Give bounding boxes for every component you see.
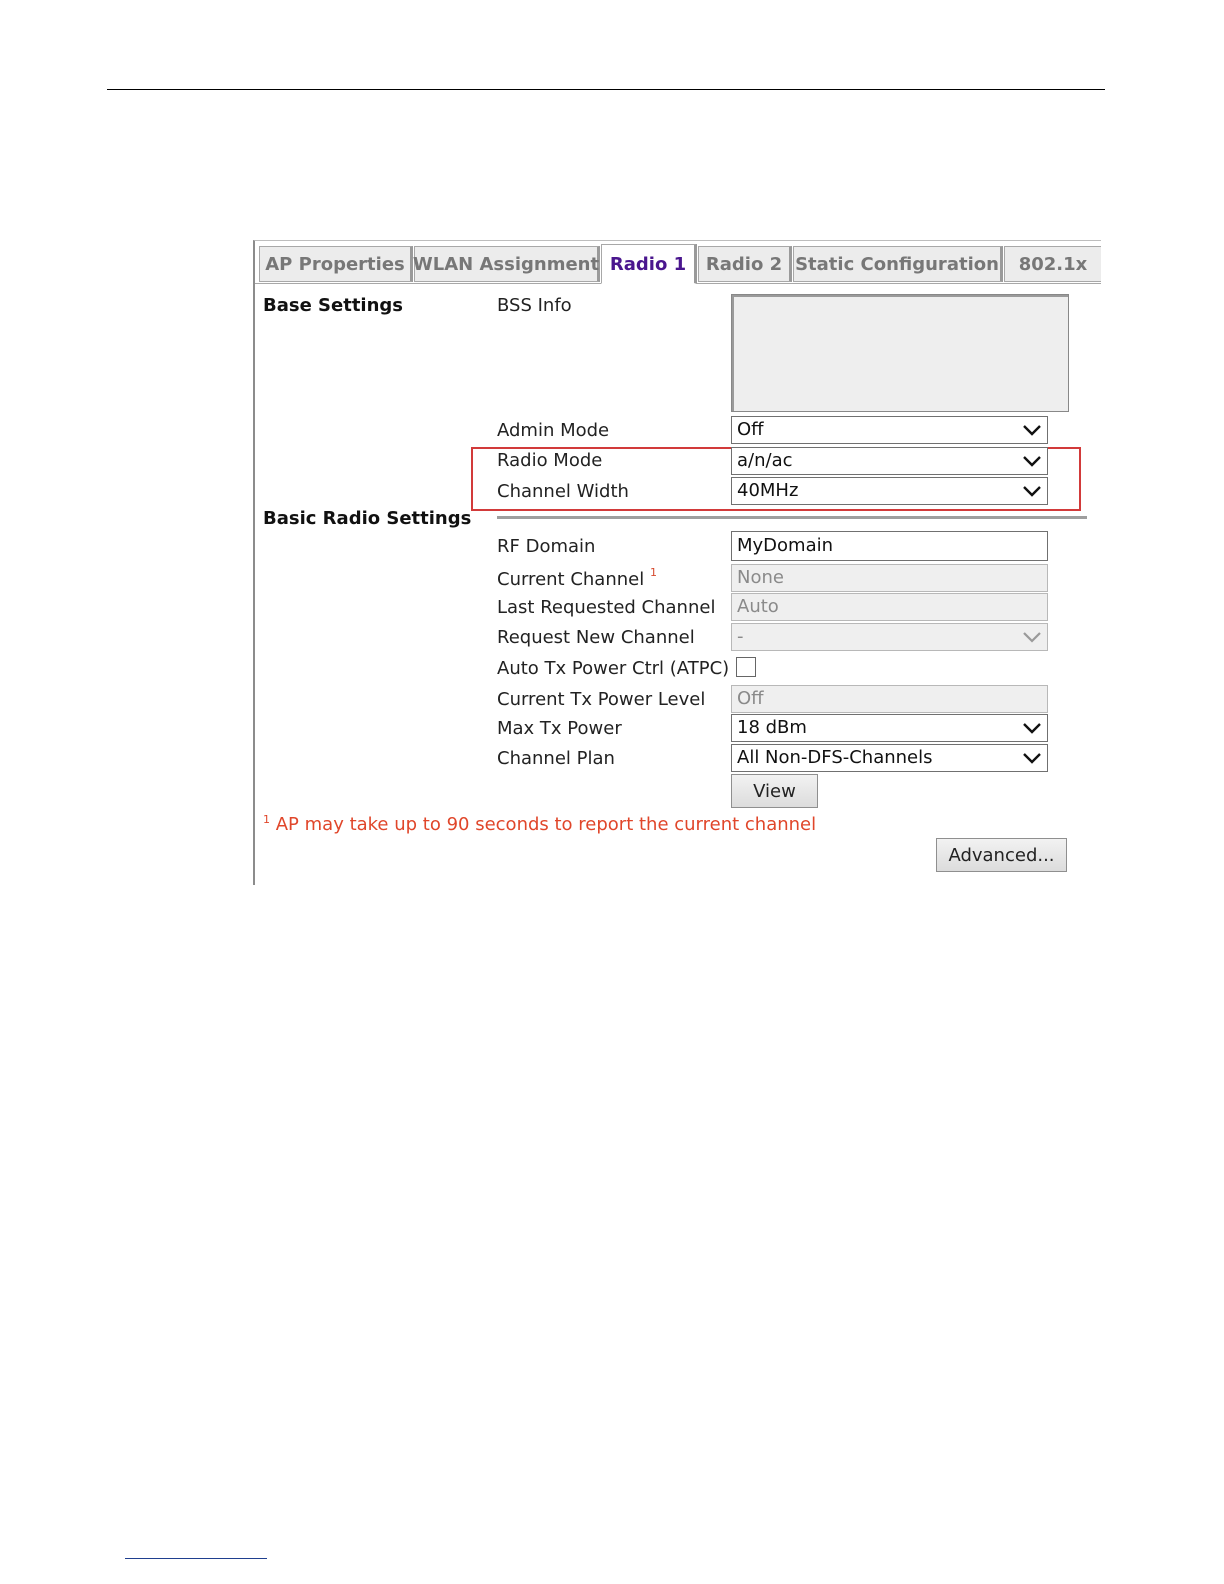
atpc-label: Auto Tx Power Ctrl (ATPC) (497, 658, 730, 679)
tab-radio-1[interactable]: Radio 1 (601, 244, 697, 284)
channel-plan-value: All Non-DFS-Channels (737, 747, 933, 768)
max-tx-power-select[interactable] (731, 714, 1048, 742)
max-tx-power-label: Max Tx Power (497, 718, 622, 739)
chevron-down-icon (1021, 748, 1043, 768)
radio-mode-value: a/n/ac (737, 450, 793, 471)
channel-width-select[interactable] (731, 477, 1048, 505)
advanced-button[interactable]: Advanced... (936, 838, 1067, 872)
current-channel-footnote-marker: 1 (649, 566, 657, 579)
tab-bar (255, 241, 1101, 284)
current-tx-power-label: Current Tx Power Level (497, 689, 706, 710)
radio-mode-label: Radio Mode (497, 450, 603, 471)
current-channel-label (497, 568, 657, 590)
page-header-rule (107, 89, 1105, 90)
rf-domain-label: RF Domain (497, 536, 596, 557)
page-footer-rule (125, 1558, 267, 1559)
current-channel-label-text: Current Channel (497, 569, 645, 590)
current-channel-field (731, 564, 1048, 592)
chevron-down-icon (1021, 627, 1043, 647)
chevron-down-icon (1021, 451, 1043, 471)
chevron-down-icon (1021, 718, 1043, 738)
section-title-basic-radio-settings: Basic Radio Settings (263, 508, 472, 529)
bss-info-box[interactable] (731, 294, 1069, 412)
request-new-channel-select[interactable] (731, 623, 1048, 651)
last-requested-channel-label: Last Requested Channel (497, 597, 716, 618)
max-tx-power-value: 18 dBm (737, 717, 807, 738)
current-tx-power-field (731, 685, 1048, 713)
section-title-base-settings: Base Settings (263, 295, 404, 316)
request-new-channel-label: Request New Channel (497, 627, 695, 648)
footnote (263, 813, 816, 835)
last-requested-channel-field (731, 593, 1048, 621)
chevron-down-icon (1021, 481, 1043, 501)
tab-802-1x[interactable]: 802.1x (1004, 246, 1101, 282)
channel-plan-select[interactable] (731, 744, 1048, 772)
channel-plan-label: Channel Plan (497, 748, 615, 769)
footnote-text: AP may take up to 90 seconds to report the current channel (275, 814, 817, 835)
tab-ap-properties[interactable]: AP Properties (259, 246, 413, 282)
bss-info-label: BSS Info (497, 295, 572, 316)
channel-width-value: 40MHz (737, 480, 799, 501)
radio-mode-select[interactable] (731, 447, 1048, 475)
rf-domain-input[interactable] (731, 531, 1048, 561)
atpc-checkbox[interactable] (736, 657, 756, 677)
current-tx-power-value: Off (737, 688, 764, 709)
current-channel-value: None (737, 567, 784, 588)
admin-mode-label: Admin Mode (497, 420, 610, 441)
admin-mode-select[interactable] (731, 416, 1048, 444)
last-requested-channel-value: Auto (737, 596, 779, 617)
tab-radio-2[interactable]: Radio 2 (698, 246, 792, 282)
section-divider (497, 516, 1087, 519)
ap-config-panel (253, 240, 1101, 885)
view-button[interactable]: View (731, 774, 818, 808)
tab-static-configuration[interactable]: Static Configuration (793, 246, 1003, 282)
channel-width-label: Channel Width (497, 481, 629, 502)
admin-mode-value: Off (737, 419, 764, 440)
chevron-down-icon (1021, 420, 1043, 440)
request-new-channel-value: - (737, 626, 744, 647)
footnote-marker: 1 (263, 813, 270, 826)
rf-domain-value: MyDomain (737, 535, 834, 556)
tab-wlan-assignment[interactable]: WLAN Assignment (414, 246, 600, 282)
